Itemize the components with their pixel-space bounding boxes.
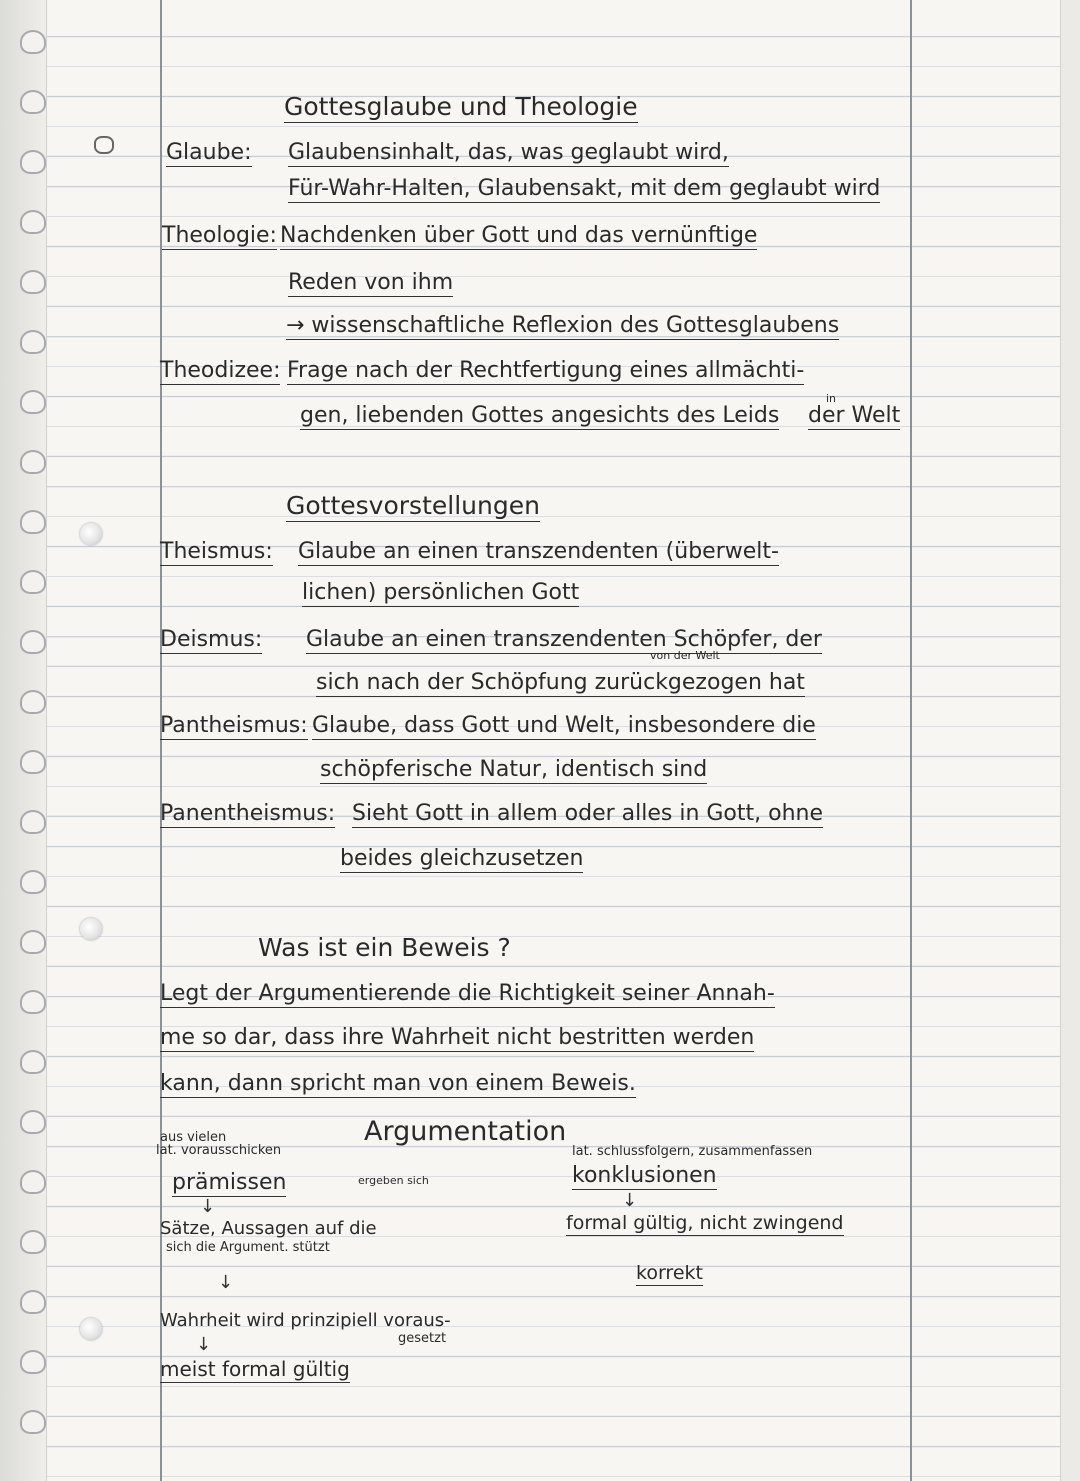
ring-icon [20,30,46,54]
term-pantheismus: Pantheismus: [160,713,308,738]
konklusionen-desc-2: korrekt [636,1262,703,1284]
ring-icon [20,150,46,174]
praemissen-desc-2: sich die Argument. stützt [166,1240,330,1255]
right-margin-line [910,0,912,1481]
glaube-definition-1: Glaubensinhalt, das, was geglaubt wird, [288,140,729,165]
ring-icon [20,990,46,1014]
theodizee-definition-2b: der Welt [808,403,901,428]
panentheismus-definition-2: beides gleichzusetzen [340,846,584,871]
ring-icon [20,630,46,654]
ring-icon [20,870,46,894]
meist-formal-gueltig: meist formal gültig [160,1357,350,1381]
pantheismus-definition-1: Glaube, dass Gott und Welt, insbesondere die [312,713,816,738]
konklusionen-desc-1: formal gültig, nicht zwingend [566,1212,844,1234]
ring-icon [20,450,46,474]
arrow-down-icon: ↓ [218,1272,234,1293]
ring-icon [20,1230,46,1254]
konklusionen-note: lat. schlussfolgern, zusammenfassen [572,1144,813,1159]
page-edge-tabs [1060,0,1080,1481]
ring-icon [20,750,46,774]
wahrheit-text-2: gesetzt [398,1331,447,1346]
deismus-definition-2: sich nach der Schöpfung zurückgezogen hat [316,670,805,695]
panentheismus-definition-1: Sieht Gott in allem oder alles in Gott, ohne [352,801,824,826]
ring-icon [20,930,46,954]
beweis-text-1: Legt der Argumentierende die Richtigkeit seiner Annah- [160,981,775,1006]
glaube-definition-2: Für-Wahr-Halten, Glaubensakt, mit dem geglaubt wird [288,176,881,201]
section-title-gottesglaube: Gottesglaube und Theologie [284,92,638,121]
ring-icon [20,1350,46,1374]
argumentation-title: Argumentation [364,1116,567,1147]
konklusionen-label: konklusionen [572,1163,717,1188]
term-glaube: Glaube: [166,140,252,165]
praemissen-desc-1: Sätze, Aussagen auf die [160,1218,377,1239]
ring-icon [20,510,46,534]
term-deismus: Deismus: [160,627,263,652]
ring-icon [20,1110,46,1134]
wahrheit-text-1: Wahrheit wird prinzipiell voraus- [160,1310,451,1331]
term-panentheismus: Panentheismus: [160,801,336,826]
arrow-down-icon: ↓ [196,1334,212,1355]
ring-icon [20,270,46,294]
term-theismus: Theismus: [160,539,273,564]
ring-icon [20,390,46,414]
theodizee-definition-2: gen, liebenden Gottes angesichts des Leids [300,403,780,428]
ring-icon [20,210,46,234]
section-title-gottesvorstellungen: Gottesvorstellungen [286,491,540,520]
ring-icon [20,1290,46,1314]
beweis-text-2: me so dar, dass ihre Wahrheit nicht bestritten werden [160,1025,755,1050]
ring-icon [20,330,46,354]
ring-icon [20,1410,46,1434]
praemissen-note-1: aus vielen [160,1130,227,1145]
ergeben-sich-label: ergeben sich [358,1174,429,1187]
term-theodizee: Theodizee: [160,358,281,383]
theismus-definition-1: Glaube an einen transzendenten (überwelt- [298,539,779,564]
section-title-beweis: Was ist ein Beweis ? [258,933,511,962]
beweis-text-3: kann, dann spricht man von einem Beweis. [160,1071,636,1096]
theodizee-insert-in: in [826,392,837,405]
ring-icon [20,1170,46,1194]
ring-icon [20,810,46,834]
theodizee-definition-1: Frage nach der Rechtfertigung eines allmächti- [287,358,805,383]
deismus-insert-note: von der Welt [650,649,720,662]
ring-icon [20,90,46,114]
praemissen-label: prämissen [172,1170,287,1195]
praemissen-note-2: lat. vorausschicken [156,1143,282,1158]
pantheismus-definition-2: schöpferische Natur, identisch sind [320,757,708,782]
arrow-down-icon: ↓ [200,1196,216,1217]
deismus-definition-1: Glaube an einen transzendenten Schöpfer, der [306,627,822,652]
punch-hole-icon [80,918,102,940]
ring-icon [20,1050,46,1074]
punch-hole-icon [80,523,102,545]
ring-icon [20,570,46,594]
theologie-definition-2: Reden von ihm [288,270,454,295]
theologie-definition-1: Nachdenken über Gott und das vernünftige [280,223,758,248]
theismus-definition-2: lichen) persönlichen Gott [302,580,580,605]
arrow-down-icon: ↓ [622,1190,638,1211]
punch-hole-icon [94,136,114,154]
ring-icon [20,690,46,714]
spiral-binding [0,0,47,1481]
punch-hole-icon [80,1318,102,1340]
theologie-definition-3: → wissenschaftliche Reflexion des Gottesglaubens [286,313,840,338]
term-theologie: Theologie: [162,223,277,248]
